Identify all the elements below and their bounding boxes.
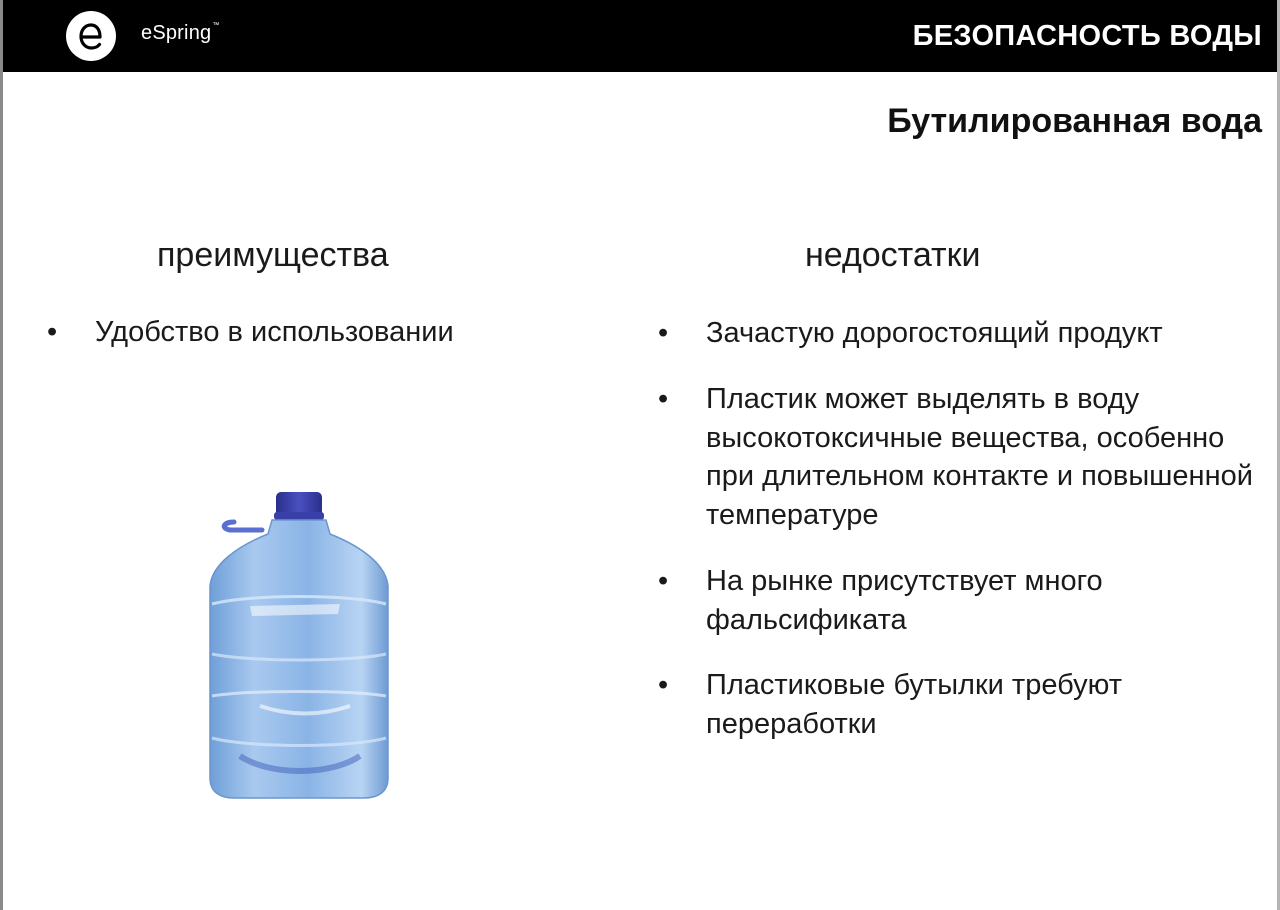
cons-item-text: На рынке присутствует много фальсификата: [706, 565, 1103, 636]
bullet-dot: •: [658, 565, 669, 597]
bullet-dot: •: [658, 317, 669, 349]
brand-name: eSpring™: [141, 22, 220, 44]
e-letter-icon: [66, 11, 116, 61]
pros-list-item: [47, 313, 595, 352]
cons-list-item: [658, 314, 1266, 353]
cons-list-item: [658, 380, 1266, 534]
bullet-dot: •: [658, 669, 669, 701]
water-bottle-icon: [190, 486, 410, 806]
cons-list-item: [658, 562, 1266, 639]
espring-logo: [66, 11, 116, 61]
pros-heading: преимущества: [157, 236, 389, 274]
header-bar: [0, 0, 1280, 72]
slide-subtitle: Бутилированная вода: [887, 102, 1262, 140]
cons-list-item: [658, 666, 1266, 743]
trademark-mark: ™: [212, 22, 220, 30]
header-title: БЕЗОПАСНОСТЬ ВОДЫ: [912, 20, 1262, 52]
cons-item-text: Пластиковые бутылки требуют переработки: [706, 669, 1122, 740]
bullet-dot: •: [47, 316, 58, 348]
cons-item-text: Пластик может выделять в воду высокотоксичные вещества, особенно при длительном контакте и повышенной температуре: [706, 383, 1253, 531]
pros-item-text: Удобство в использовании: [95, 316, 454, 348]
bullet-dot: •: [658, 383, 669, 415]
cons-heading: недостатки: [805, 236, 981, 274]
slide-edge-left: [0, 0, 3, 910]
cons-item-text: Зачастую дорогостоящий продукт: [706, 317, 1163, 349]
